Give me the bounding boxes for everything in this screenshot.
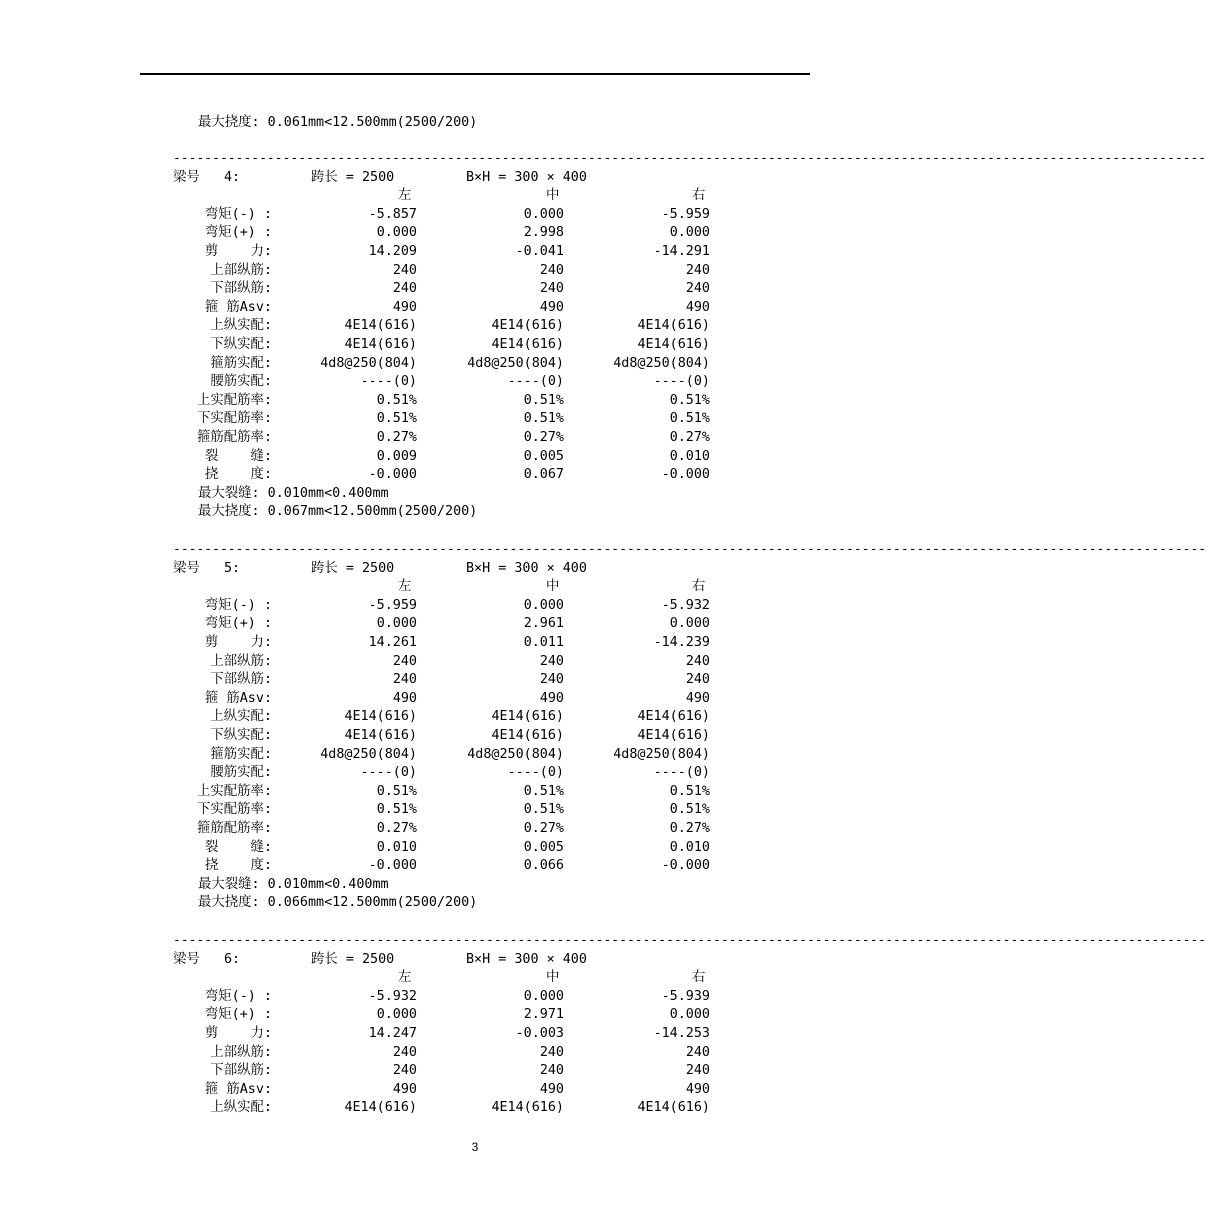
value-mid: 4E14(616) [491,1100,564,1116]
value-left: 4E14(616) [344,728,417,743]
row-label: 下部纵筋: [210,281,272,297]
value-left: 240 [392,281,417,297]
value-mid: -0.041 [515,244,564,259]
row-label: 箍筋配筋率: [196,821,272,836]
value-left: -5.959 [368,597,417,613]
value-right: 240 [685,262,710,278]
row-label: 上部纵筋: [210,1044,272,1060]
section-divider: ------------------------------------------------------------------------------------------------------------------------------------ [173,933,1206,948]
value-left: 14.261 [368,635,417,650]
row-label: 剪 力: [204,244,272,259]
row-label: 下纵实配: [210,728,272,743]
header-rule [140,73,810,75]
value-mid: 240 [539,281,564,297]
value-mid: 4E14(616) [491,337,564,352]
value-mid: 0.000 [523,206,564,222]
value-right: 0.27% [669,821,710,836]
value-right: 0.51% [669,802,710,818]
value-right: -14.291 [653,244,710,259]
beam-span: 跨长 = 2500 [311,169,395,185]
value-left: 490 [392,690,417,706]
column-header-left: 左 [398,188,412,204]
column-header-mid: 中 [546,970,560,986]
max-deflection: 最大挠度: 0.067mm<12.500mm(2500/200) [198,504,478,520]
value-right: 4E14(616) [637,728,710,743]
column-header-mid: 中 [546,188,560,204]
value-left: 0.51% [376,802,417,818]
value-left: 0.27% [376,430,417,445]
value-right: 240 [685,1044,710,1060]
column-header-left: 左 [398,579,412,595]
row-label: 箍筋实配: [210,355,272,371]
row-label: 弯矩(+) : [204,225,272,241]
value-right: -0.000 [661,467,710,483]
row-label: 上纵实配: [210,1100,272,1116]
row-label: 弯矩(-) : [204,988,272,1004]
value-right: 240 [685,672,710,688]
value-mid: 2.998 [523,225,564,241]
value-mid: 240 [539,1063,564,1079]
value-mid: 0.005 [523,448,564,464]
value-left: 4E14(616) [344,709,417,725]
row-label: 裂 缝: [204,448,272,464]
value-left: 0.000 [376,225,417,241]
value-right: 4E14(616) [637,709,710,725]
row-label: 腰筋实配: [210,765,272,781]
value-left: 0.51% [376,411,417,427]
beam-section-size: B×H = 300 × 400 [466,951,587,967]
row-label: 剪 力: [204,635,272,650]
value-left: 240 [392,672,417,688]
column-header-mid: 中 [546,579,560,595]
beam-span: 跨长 = 2500 [311,560,395,576]
value-left: 240 [392,262,417,278]
value-left: 14.209 [368,244,417,259]
row-label: 下部纵筋: [210,672,272,688]
value-left: ----(0) [360,374,417,390]
value-right: -14.253 [653,1026,710,1041]
value-right: 490 [685,299,710,315]
section-divider: ------------------------------------------------------------------------------------------------------------------------------------ [173,542,1206,557]
value-mid: -0.003 [515,1026,564,1041]
value-left: 4E14(616) [344,337,417,352]
beam-id: 梁号 6: [173,951,241,967]
value-mid: 0.51% [523,783,564,799]
value-left: 0.27% [376,821,417,836]
value-right: 0.010 [669,839,710,855]
row-label: 上纵实配: [210,318,272,334]
row-label: 下纵实配: [210,337,272,352]
value-left: 240 [392,653,417,669]
value-mid: 4d8@250(804) [467,355,564,371]
value-right: 0.000 [669,616,710,632]
value-left: 240 [392,1063,417,1079]
value-right: -5.939 [661,988,710,1004]
value-right: 0.000 [669,225,710,241]
value-right: 4E14(616) [637,318,710,334]
row-label: 弯矩(-) : [204,206,272,222]
value-mid: 0.51% [523,392,564,408]
value-mid: 2.971 [523,1007,564,1023]
value-mid: 490 [539,299,564,315]
row-label: 上实配筋率: [196,392,272,408]
value-right: 4d8@250(804) [613,746,710,762]
value-mid: 0.000 [523,988,564,1004]
value-right: 0.27% [669,430,710,445]
value-right: 490 [685,690,710,706]
beam-section-size: B×H = 300 × 400 [466,560,587,576]
value-left: 0.000 [376,1007,417,1023]
value-mid: 0.066 [523,858,564,874]
value-right: 0.51% [669,411,710,427]
value-left: 4E14(616) [344,1100,417,1116]
row-label: 弯矩(+) : [204,616,272,632]
value-mid: 490 [539,690,564,706]
value-right: -14.239 [653,635,710,650]
row-label: 下实配筋率: [196,802,272,818]
row-label: 上实配筋率: [196,783,272,799]
value-mid: ----(0) [507,374,564,390]
value-left: 0.010 [376,839,417,855]
value-mid: 0.27% [523,821,564,836]
value-left: 0.000 [376,616,417,632]
column-header-left: 左 [398,970,412,986]
value-right: -5.959 [661,206,710,222]
value-mid: 0.011 [523,635,564,650]
beam-span: 跨长 = 2500 [311,951,395,967]
column-header-right: 右 [692,579,706,595]
value-mid: 4E14(616) [491,728,564,743]
value-left: 240 [392,1044,417,1060]
row-label: 箍 筋Asv: [204,299,272,315]
value-left: 490 [392,299,417,315]
row-label: 上纵实配: [210,709,272,725]
value-left: 0.51% [376,783,417,799]
value-right: 490 [685,1081,710,1097]
value-left: -0.000 [368,858,417,874]
section-divider: ------------------------------------------------------------------------------------------------------------------------------------ [173,151,1206,166]
value-right: ----(0) [653,374,710,390]
row-label: 上部纵筋: [210,653,272,669]
value-mid: 0.005 [523,839,564,855]
value-mid: 0.27% [523,430,564,445]
value-mid: 0.067 [523,467,564,483]
value-right: 4E14(616) [637,1100,710,1116]
value-mid: ----(0) [507,765,564,781]
value-right: 4d8@250(804) [613,355,710,371]
row-label: 上部纵筋: [210,262,272,278]
value-left: 0.51% [376,392,417,408]
row-label: 腰筋实配: [210,374,272,390]
max-deflection: 最大挠度: 0.066mm<12.500mm(2500/200) [198,895,478,911]
row-label: 箍筋实配: [210,746,272,762]
value-mid: 240 [539,262,564,278]
value-mid: 0.51% [523,411,564,427]
row-label: 弯矩(-) : [204,597,272,613]
value-right: ----(0) [653,765,710,781]
row-label: 挠 度: [204,467,272,483]
beam-section-size: B×H = 300 × 400 [466,169,587,185]
value-mid: 4E14(616) [491,318,564,334]
value-left: ----(0) [360,765,417,781]
beam-id: 梁号 5: [173,560,241,576]
row-label: 挠 度: [204,858,272,874]
value-right: 240 [685,1063,710,1079]
row-label: 下实配筋率: [196,411,272,427]
top-max-deflection: 最大挠度: 0.061mm<12.500mm(2500/200) [198,115,478,130]
page-number: 3 [471,1140,479,1154]
value-mid: 0.000 [523,597,564,613]
value-left: 0.009 [376,448,417,464]
value-right: 0.51% [669,783,710,799]
value-mid: 490 [539,1081,564,1097]
value-left: -5.857 [368,206,417,222]
row-label: 裂 缝: [204,839,272,855]
value-mid: 240 [539,672,564,688]
value-right: 0.010 [669,448,710,464]
column-header-right: 右 [692,970,706,986]
row-label: 箍筋配筋率: [196,430,272,445]
row-label: 箍 筋Asv: [204,690,272,706]
row-label: 下部纵筋: [210,1063,272,1079]
row-label: 剪 力: [204,1026,272,1041]
value-right: 240 [685,653,710,669]
value-left: 14.247 [368,1026,417,1041]
value-mid: 4E14(616) [491,709,564,725]
value-right: -5.932 [661,597,710,613]
value-left: -5.932 [368,988,417,1004]
value-right: 4E14(616) [637,337,710,352]
beam-id: 梁号 4: [173,169,241,185]
value-left: 490 [392,1081,417,1097]
value-right: 0.51% [669,392,710,408]
value-mid: 240 [539,653,564,669]
column-header-right: 右 [692,188,706,204]
value-right: 0.000 [669,1007,710,1023]
row-label: 弯矩(+) : [204,1007,272,1023]
value-left: -0.000 [368,467,417,483]
value-left: 4d8@250(804) [320,746,417,762]
value-left: 4E14(616) [344,318,417,334]
value-mid: 0.51% [523,802,564,818]
row-label: 箍 筋Asv: [204,1081,272,1097]
max-crack: 最大裂缝: 0.010mm<0.400mm [198,485,389,501]
value-right: 240 [685,281,710,297]
value-mid: 2.961 [523,616,564,632]
value-mid: 240 [539,1044,564,1060]
value-right: -0.000 [661,858,710,874]
max-crack: 最大裂缝: 0.010mm<0.400mm [198,876,389,892]
value-left: 4d8@250(804) [320,355,417,371]
value-mid: 4d8@250(804) [467,746,564,762]
